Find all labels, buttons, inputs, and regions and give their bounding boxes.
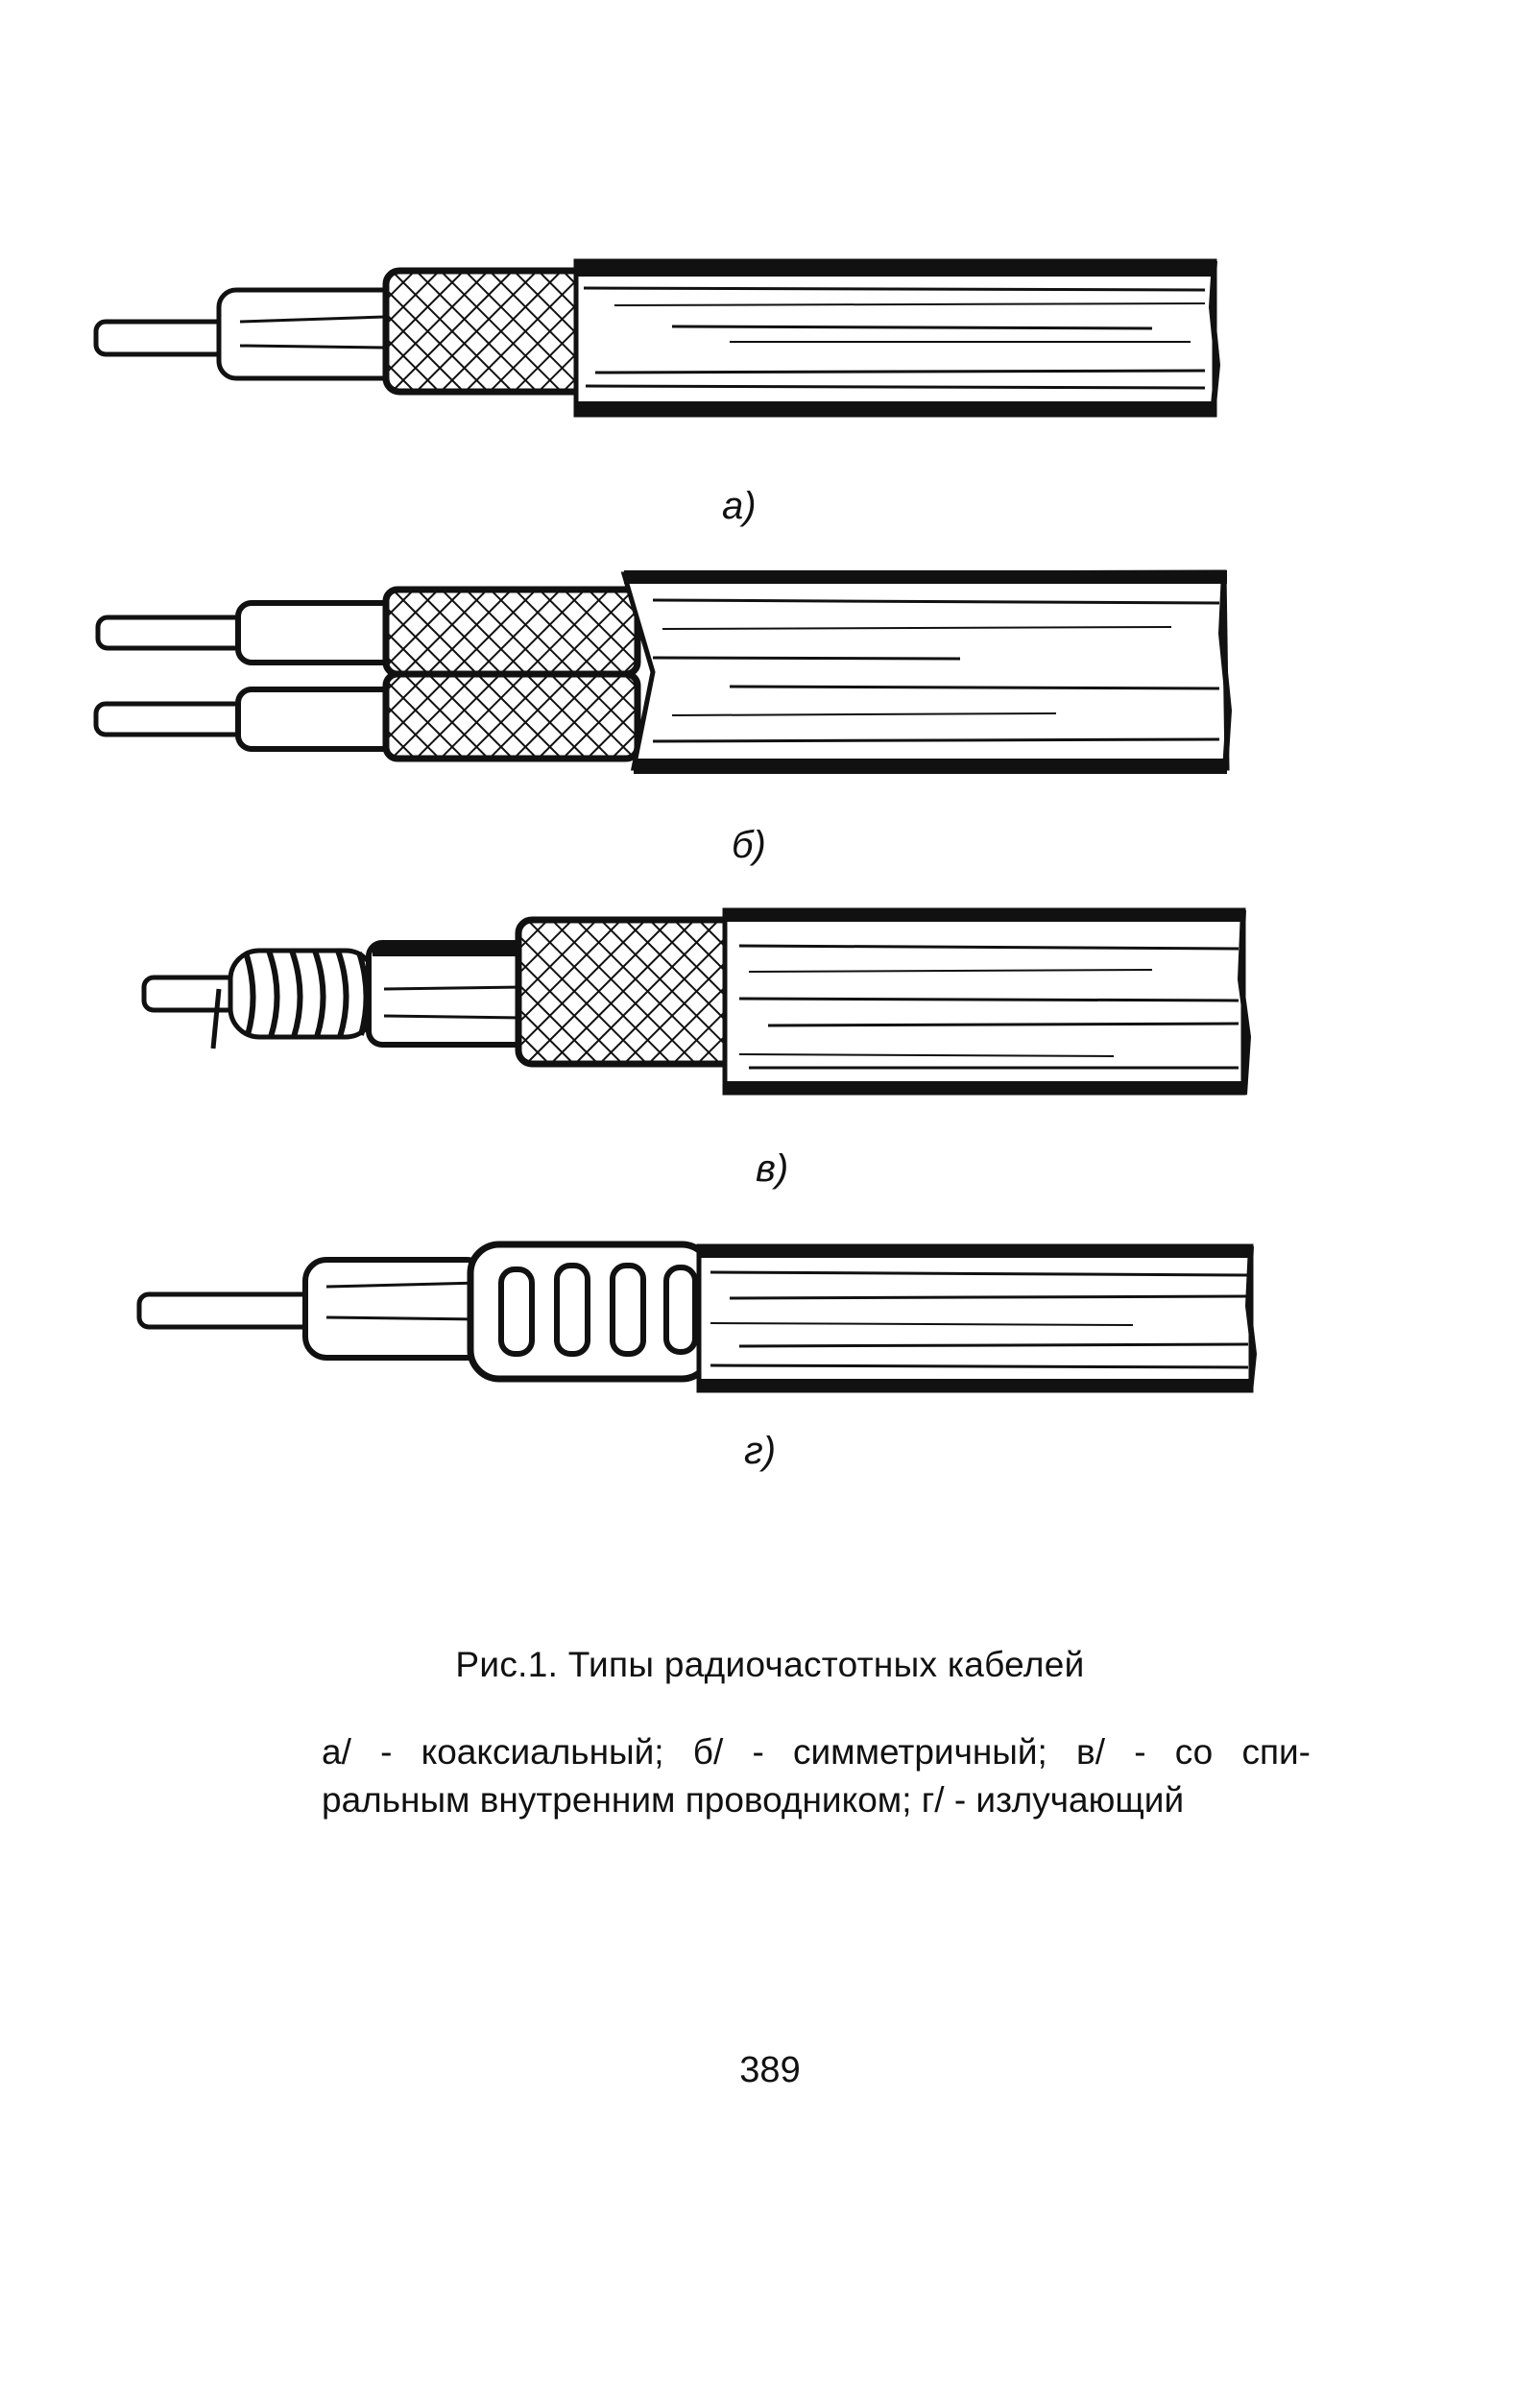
inner-conductor-upper	[98, 617, 252, 648]
figure-caption-title: Рис.1. Типы радиочастотных кабелей	[455, 1645, 1085, 1684]
dielectric	[219, 290, 401, 378]
cable-radiating	[139, 1244, 1254, 1392]
dielectric	[369, 943, 532, 1045]
figure-label-a: а)	[722, 485, 757, 527]
braid-shield	[518, 920, 737, 1064]
dielectric	[305, 1260, 488, 1358]
figure-legend-line: ральным внутренним проводником; г/ - излучающий	[322, 1780, 1185, 1820]
spiral-winding	[230, 951, 374, 1037]
cable-symmetric	[96, 570, 1229, 774]
page-number: 389	[739, 2050, 801, 2090]
inner-conductor	[139, 1294, 322, 1327]
figure-label-g: г)	[744, 1430, 777, 1472]
slotted-outer-conductor	[470, 1244, 710, 1379]
inner-conductor	[96, 322, 230, 354]
figure-label-v: в)	[756, 1147, 789, 1190]
braid-shield-lower	[386, 674, 638, 759]
figure-label-b: б)	[732, 824, 766, 866]
outer-jacket	[699, 1246, 1251, 1390]
outer-jacket	[576, 261, 1215, 415]
inner-conductor-lower	[96, 704, 250, 735]
cable-coaxial	[96, 261, 1217, 417]
braid-shield	[386, 271, 588, 392]
braid-shield-upper	[386, 590, 638, 674]
figure-legend-line: а/ - коаксиальный; б/ - симметричный; в/ - со спи-	[322, 1732, 1311, 1772]
cable-spiral-conductor	[144, 908, 1248, 1095]
